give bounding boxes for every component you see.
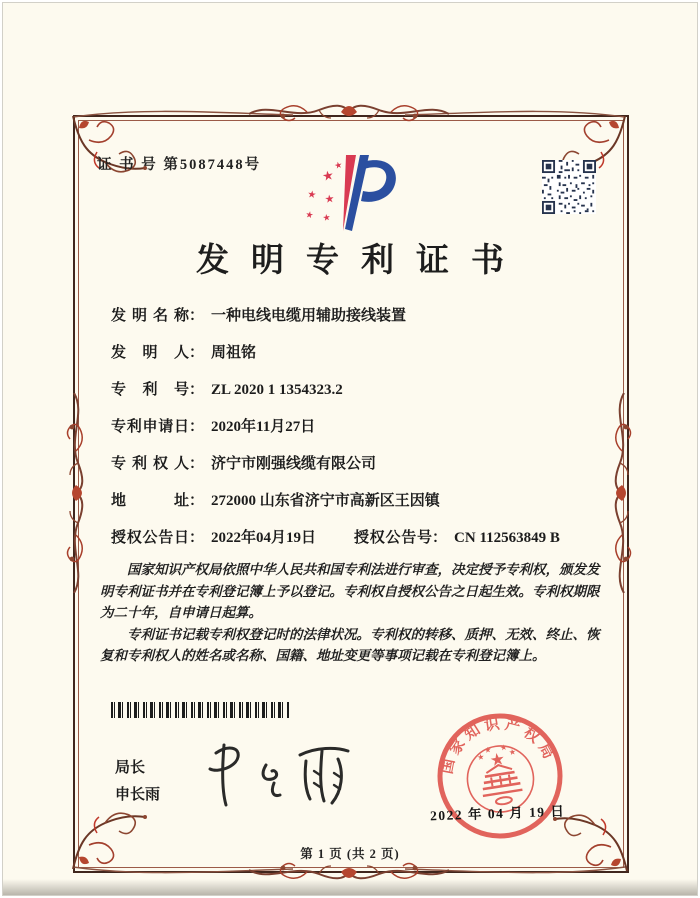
field-label: 发明名称 [111,308,189,324]
field-patentee: 专利权人 ： 济宁市刚强线缆有限公司 [111,453,603,475]
field-address: 地址 ： 272000 山东省济宁市高新区王因镇 [111,490,603,512]
certificate-title: 发明专利证书 [196,243,526,279]
grant-number-value: CN 112563849 B [454,530,560,546]
svg-text:★: ★ [483,745,493,756]
svg-text:★: ★ [499,742,508,753]
field-label: 授权公告号 [354,530,433,546]
field-value: 2020年11月27日 [211,419,316,435]
left-center-ornament [58,393,88,593]
field-value: ZL 2020 1 1354323.2 [211,382,343,398]
field-grant-row: 授权公告日 ： 2022年04月19日 授权公告号 ： CN 112563849 B [111,527,603,549]
field-value: 一种电线电缆用辅助接线装置 [211,308,407,324]
field-value: 272000 山东省济宁市高新区王因镇 [211,493,440,509]
svg-text:★: ★ [304,209,315,221]
legal-text [100,559,608,667]
top-center-ornament [249,100,449,130]
field-label: 专利号 [111,382,189,398]
field-grant-number: 授权公告号 ： CN 112563849 B [354,527,560,549]
photo-bottom-shade [3,879,697,895]
seal-char: 权 [520,724,543,747]
cnipa-patent-logo-icon [299,151,399,235]
field-application-date: 专利申请日 ： 2020年11月27日 [111,416,603,438]
seal-char: 产 [503,716,522,737]
field-label: 发明人 [111,345,189,361]
director-signature [188,739,358,817]
svg-text:★: ★ [488,749,507,771]
field-list [111,305,603,549]
svg-text:★: ★ [321,211,332,223]
field-value: 济宁市刚强线缆有限公司 [211,456,377,472]
field-patent-number: 专利号 ： ZL 2020 1 1354323.2 [111,379,603,401]
seal-char: 家 [447,736,469,759]
seal-char: 国 [439,757,459,776]
cnipa-official-seal [423,699,576,852]
qr-code [542,160,596,214]
svg-text:★: ★ [508,747,517,758]
svg-text:★: ★ [320,167,336,184]
certificate-page [2,2,698,896]
director-title: 局长 [115,760,146,776]
svg-text:★: ★ [476,752,486,763]
field-label: 专利申请日 [111,419,189,435]
seal-date-stamp: 2022 年 04 月 19 日 [429,803,566,824]
director-block [115,755,160,809]
barcode [111,702,289,718]
seal-char: 识 [483,716,501,735]
right-center-ornament [610,393,640,593]
page-number: 第 1 页 (共 2 页) [300,847,400,861]
field-label: 专利权人 [111,456,189,472]
field-label: 授权公告日 [111,530,189,546]
legal-paragraph-2: 专利证书记载专利权登记时的法律状况。专利权的转移、质押、无效、终止、恢复和专利权人的姓名或名称、国籍、地址变更等事项记载在专利登记簿上。 [100,626,600,663]
field-value: 周祖铭 [211,345,257,361]
director-name: 申长雨 [115,787,161,803]
svg-text:★: ★ [306,189,317,202]
top-left-corner-ornament [69,112,149,192]
legal-paragraph-1: 国家知识产权局依照中华人民共和国专利法进行审查，决定授予专利权，颁发发明专利证书并在专利登记簿上予以登记。专利权自授权公告之日起生效。专利权期限为二十年，自申请日起算。 [100,562,600,620]
field-label: 地址 [111,493,189,509]
seal-char: 局 [535,740,557,762]
svg-text:★: ★ [324,193,336,206]
svg-text:★: ★ [333,159,344,171]
certificate-number: 证 书 号 第5087448号 [97,157,262,173]
field-inventor: 发明人 ： 周祖铭 [111,342,603,364]
seal-char: 知 [462,722,484,744]
grant-date-value: 2022年04月19日 [211,530,317,546]
field-invention-name: 发明名称 ： 一种电线电缆用辅助接线装置 [111,305,603,327]
